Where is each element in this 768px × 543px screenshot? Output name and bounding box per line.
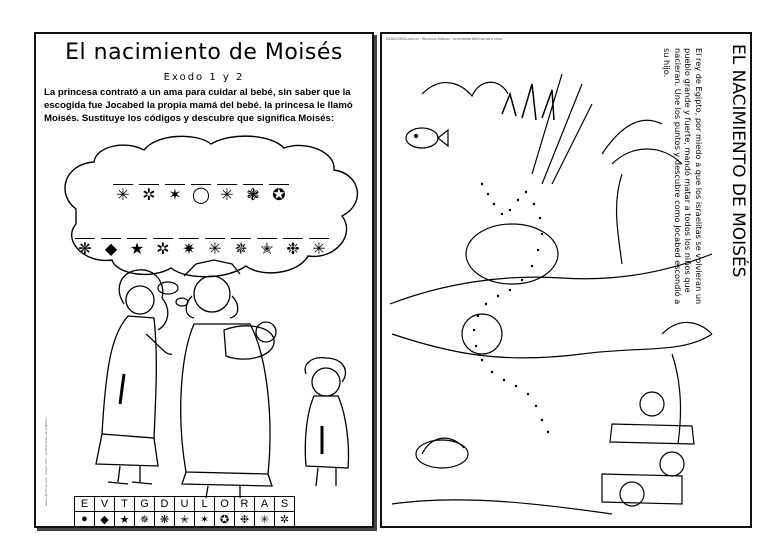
code-symbol: ✳ [116, 185, 130, 204]
code-symbol: ✲ [156, 239, 170, 258]
left-subtitle: Exodo 1 y 2 [163, 72, 245, 83]
code-symbol: ❋ [78, 239, 92, 258]
code-symbol: ✲ [142, 185, 156, 204]
left-credit: www.clipart-ec.net · Clipart.com · Ilustraciones de la Biblia [44, 418, 48, 506]
code-symbol: ✳ [220, 185, 234, 204]
illustration-nurse-princess [36, 34, 374, 528]
key-letter: S [275, 497, 295, 512]
code-symbol: ❉ [286, 239, 300, 258]
worksheet-left [34, 32, 374, 528]
key-symbol: ✶ [195, 512, 215, 527]
worksheet-right [380, 32, 752, 528]
code-symbol: ✳ [208, 239, 222, 258]
key-symbol: ★ [115, 512, 135, 527]
code-symbol: ✭ [260, 239, 274, 258]
right-title: EL NACIMIENTO DE MOISÉS [728, 44, 748, 278]
key-letter: A [255, 497, 275, 512]
left-title: El nacimiento de Moisés [65, 40, 343, 65]
code-symbol: ✶ [168, 185, 182, 204]
code-symbol: ❃ [246, 185, 260, 204]
key-letter: U [175, 497, 195, 512]
key-symbol: ✭ [175, 512, 195, 527]
code-symbol: ✵ [234, 239, 248, 258]
key-symbol: ✵ [135, 512, 155, 527]
left-instructions: La princesa contrató a un ama para cuidar al bebé, sin saber que la escogida fue Jocabed la propia mamá del bebé. la princesa le llamó Moisés. Sustituye los códigos y descubre que significa Moisés: [44, 87, 353, 124]
key-symbol: ◆ [95, 512, 115, 527]
code-key-table [74, 496, 295, 527]
code-symbol: ✳ [312, 239, 326, 258]
key-letter: L [195, 497, 215, 512]
code-symbol: ◯ [192, 185, 210, 204]
key-letter: D [155, 497, 175, 512]
code-symbol: ✪ [272, 185, 286, 204]
key-letter: R [235, 497, 255, 512]
key-symbol: ✳ [255, 512, 275, 527]
code-symbol: ✷ [182, 239, 196, 258]
key-letter: T [115, 497, 135, 512]
key-symbol: ✲ [275, 512, 295, 527]
key-letter: G [135, 497, 155, 512]
right-credit: IGNACIOHQS.com.ec · Recursos Biblicos · Actividades Bíblicas para niños [386, 37, 503, 41]
right-instructions: El rey de Egipto, por miedo a que los israelitas se volvieran un pueblo grande y fuerte, mandó matar a todos los niños que nacieran. Une los puntos y descubre como Jocabed escondió a su hijo. [662, 48, 704, 305]
code-symbol: ★ [129, 239, 145, 258]
key-symbol: ❉ [235, 512, 255, 527]
key-symbol: ✪ [215, 512, 235, 527]
code-symbol: ◆ [104, 239, 118, 258]
key-letter: E [75, 497, 95, 512]
key-letter: V [95, 497, 115, 512]
key-letter: O [215, 497, 235, 512]
key-symbol: ● [75, 512, 95, 527]
key-symbol: ❋ [155, 512, 175, 527]
